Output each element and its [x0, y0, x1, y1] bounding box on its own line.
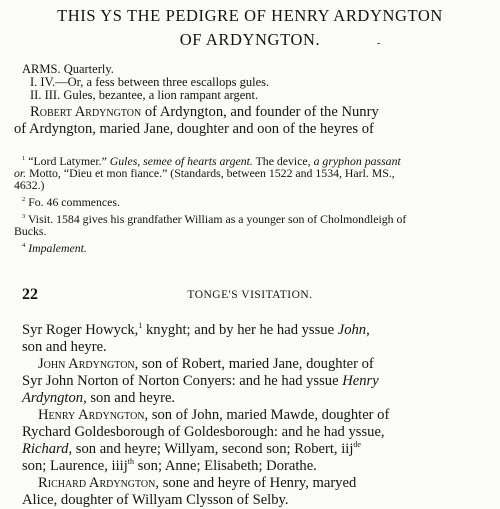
footnote-mark: 2 — [22, 196, 26, 204]
footnote-1-line1: $^1$ “Lord Latymer.” Gules, semee of hearts argent. The device, a gryphon passant — [22, 154, 401, 168]
arms-quarterly: Quarterly. — [63, 62, 114, 76]
text-line-1: Syr Roger Howyck,$^1$ knyght; and by her he had yssue John, — [22, 321, 370, 338]
text-line-8: Richard, son and heyre; Willyam, second son; Robert, iij$^{de}$ — [22, 440, 361, 457]
person-name: John Ardyngton — [38, 356, 135, 372]
text-line-7: Rychard Goldesborough of Goldesborough: and he had yssue, — [22, 424, 385, 440]
footnote-ref: 1 — [138, 321, 143, 331]
text-line-3: John Ardyngton, son of Robert, maried Jane, doughter of — [38, 356, 374, 372]
arms-line-1: I. IV.—Or, a fess between three escallops gules. — [30, 75, 270, 89]
page-number: 22 — [22, 286, 38, 303]
first-paragraph-line2: of Ardyngton, maried Jane, doughter and oon of the heyres of — [14, 121, 374, 137]
person-name: Robert Ardyngton — [30, 104, 142, 120]
pedigree-title-line1: THIS YS THE PEDIGRE OF HENRY ARDYNGTON — [57, 6, 443, 25]
footnote-3-line1: $^3$ Visit. 1584 gives his grandfather William as a younger son of Cholmondleigh of — [22, 212, 407, 226]
text-line-6: Henry Ardyngton, son of John, maried Mawde, doughter of — [38, 407, 390, 423]
footnote-3-line2: Bucks. — [14, 224, 47, 238]
person-name: Henry Ardyngton — [38, 407, 145, 423]
text-line-5: Ardyngton, son and heyre. — [22, 390, 176, 406]
first-paragraph-line1: Robert Ardyngton of Ardyngton, and founder of the Nunry — [30, 104, 379, 120]
text-line-11: Alice, doughter of Willyam Clysson of Selby. — [22, 492, 289, 508]
arms-line-2: II. III. Gules, bezantee, a lion rampant argent. — [30, 88, 259, 102]
footnote-4: $^4$ Impalement. — [22, 241, 87, 255]
footnote-mark: 4 — [22, 242, 26, 250]
text-line-10: Richard Ardyngton, sone and heyre of Henry, maryed — [38, 475, 357, 491]
arms-label: ARMS. — [22, 62, 61, 76]
stray-mark: - — [377, 38, 381, 49]
pedigree-title-line2: OF ARDYNGTON. — [179, 30, 321, 49]
footnote-1-line3: 4632.) — [14, 178, 45, 192]
footnote-mark: 1 — [22, 155, 26, 163]
footnote-mark: 3 — [22, 213, 26, 221]
text-line-9: son; Laurence, iiij$^{th}$ son; Anne; Elisabeth; Dorathe. — [22, 457, 317, 474]
footnote-2: $^2$ Fo. 46 commences. — [22, 195, 120, 209]
person-name: Richard Ardyngton — [38, 475, 156, 491]
running-head: TONGE'S VISITATION. — [187, 289, 313, 301]
text-line-4: Syr John Norton of Norton Conyers: and he had yssue Henry — [22, 373, 379, 389]
footnote-1-line2: or. Motto, “Dieu et mon fiance.” (Standards, between 1522 and 1534, Harl. MS., — [14, 166, 395, 180]
text-line-2: son and heyre. — [22, 339, 107, 355]
